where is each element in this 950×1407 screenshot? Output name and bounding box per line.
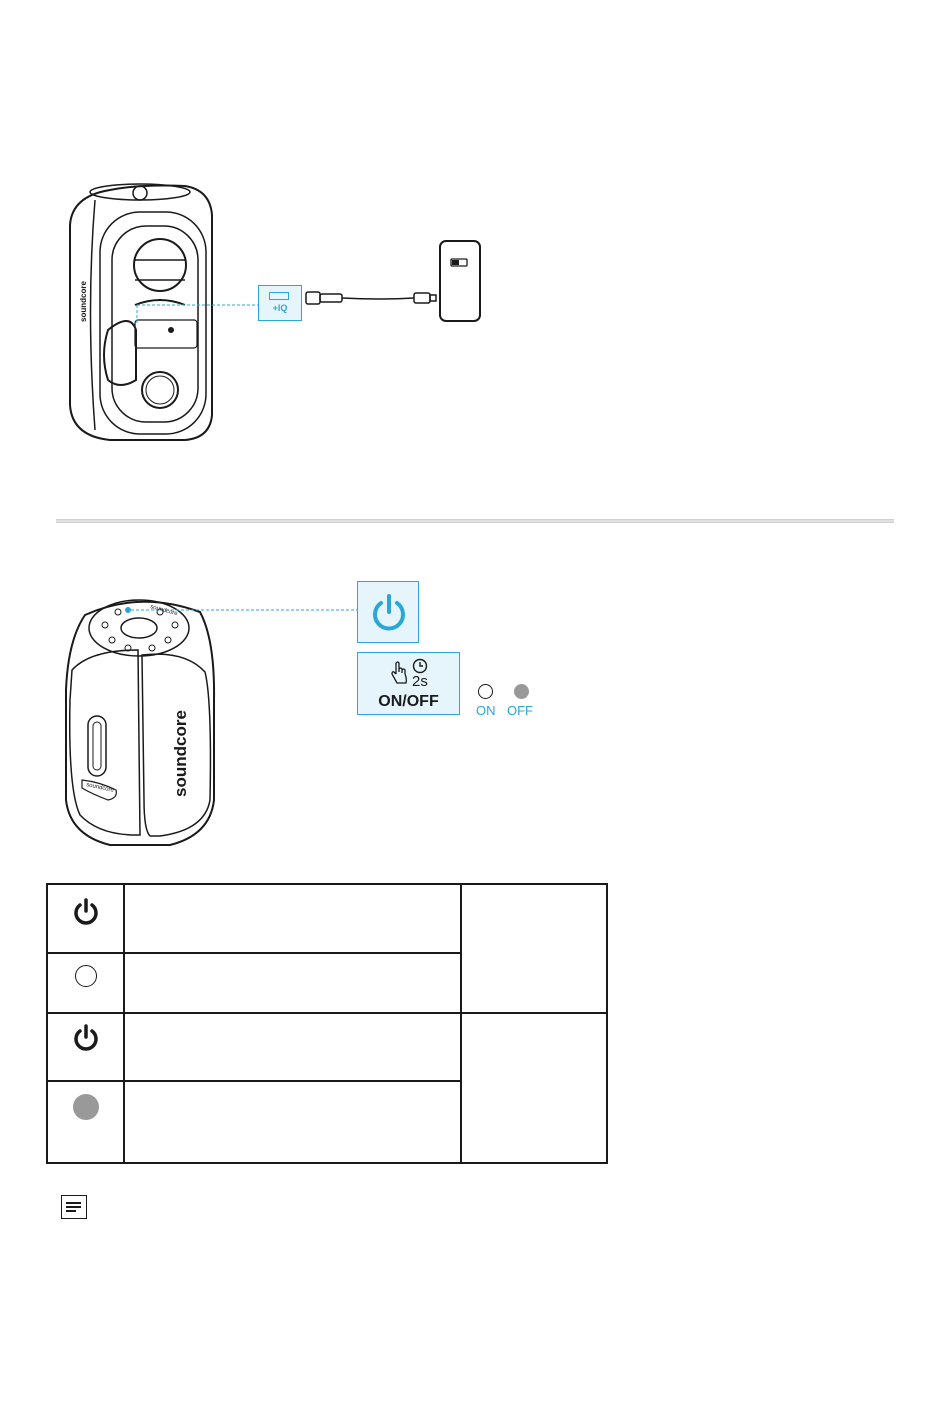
battery-low-icon xyxy=(452,260,459,265)
legend-off-label: OFF xyxy=(507,703,533,718)
legend-on-label: ON xyxy=(476,703,496,718)
led-off-indicator xyxy=(514,684,529,699)
led-off-icon xyxy=(73,1094,99,1120)
table-text-cell xyxy=(124,1081,461,1163)
table-icon-cell xyxy=(47,884,124,953)
power-button-dot xyxy=(125,607,131,613)
led-on-indicator xyxy=(478,684,493,699)
hold-duration: 2s xyxy=(412,673,428,690)
speaker-brand-rotated: soundcore xyxy=(79,281,88,322)
power-icon xyxy=(71,897,101,927)
speaker-brand-strap: soundcore xyxy=(85,782,115,794)
power-icon xyxy=(71,1023,101,1053)
table-merged-cell xyxy=(461,1013,607,1163)
aux-port-icon xyxy=(168,327,174,333)
press-hand-icon xyxy=(388,659,412,687)
phone-illustration xyxy=(440,241,480,321)
speaker-back-view xyxy=(70,184,212,440)
usb-port-label: +IQ xyxy=(272,303,288,313)
table-text-cell xyxy=(124,1013,461,1081)
table-text-cell xyxy=(124,953,461,1013)
clock-icon xyxy=(412,658,428,674)
section-divider xyxy=(56,519,894,523)
table-icon-cell xyxy=(47,953,124,1013)
hold-instruction-callout xyxy=(357,652,460,715)
speaker-front-view xyxy=(66,600,214,845)
speaker-brand-top: soundcore xyxy=(149,604,179,618)
on-off-label: ON/OFF xyxy=(378,693,439,710)
power-icon xyxy=(368,592,410,634)
table-icon-cell xyxy=(47,1081,124,1163)
table-text-cell xyxy=(124,884,461,953)
usb-port-callout xyxy=(258,285,302,321)
note-icon xyxy=(61,1195,87,1219)
usb-cable xyxy=(306,292,436,304)
power-button-callout xyxy=(357,581,419,643)
table-row xyxy=(47,1013,607,1081)
table-merged-cell xyxy=(461,884,607,1013)
led-on-icon xyxy=(75,965,97,987)
speaker-brand-large: soundcore xyxy=(171,710,190,797)
table-icon-cell xyxy=(47,1013,124,1081)
table-row xyxy=(47,884,607,953)
indicator-table xyxy=(46,883,608,1164)
usb-port-icon xyxy=(269,292,289,300)
